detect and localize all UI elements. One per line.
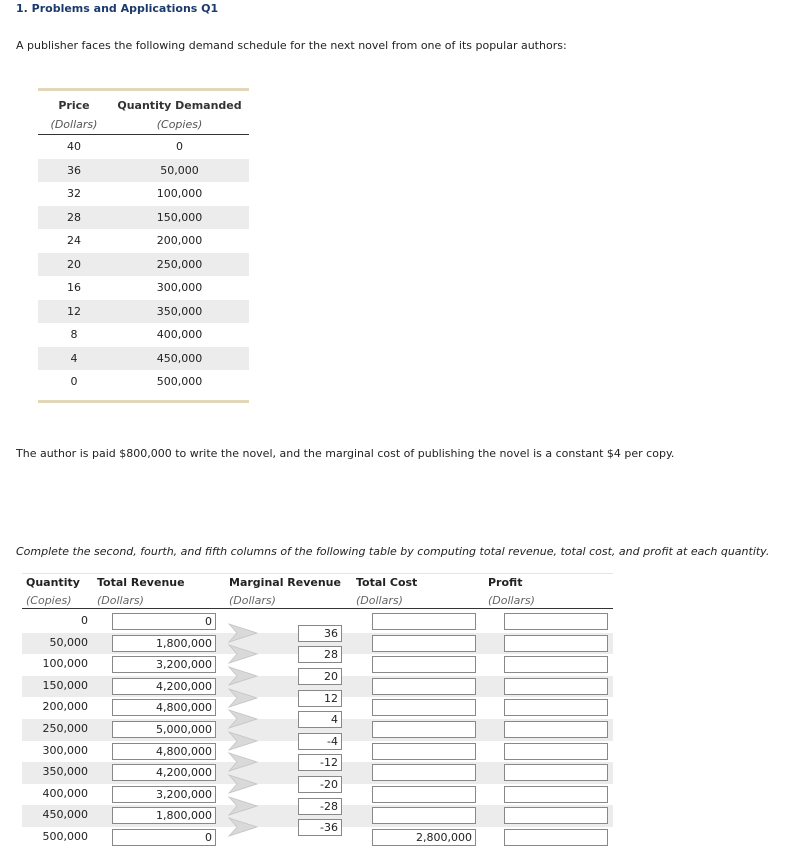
quantity-header: Quantity: [26, 576, 80, 589]
chevron-right-icon: [227, 796, 259, 816]
quantity-cell: 400,000: [42, 786, 88, 800]
price-cell: 36: [67, 163, 81, 177]
price-cell: 28: [67, 210, 81, 224]
total-cost-input[interactable]: [372, 613, 476, 630]
table-row: [38, 135, 249, 159]
total-revenue-input[interactable]: 1,800,000: [112, 807, 216, 824]
question-title: 1. Problems and Applications Q1: [16, 2, 219, 15]
quantity-cell: 450,000: [42, 808, 88, 822]
table-row: [38, 229, 249, 253]
total-revenue-header: Total Revenue: [97, 576, 185, 589]
quantity-cell: 350,000: [156, 304, 203, 318]
chevron-right-icon: [227, 666, 259, 686]
table-bottom-rule: [38, 400, 249, 403]
chevron-right-icon: [227, 752, 259, 772]
table-row: [38, 370, 249, 394]
quantity-cell: 200,000: [42, 700, 88, 714]
total-cost-header: Total Cost: [356, 576, 418, 589]
table-row: [38, 300, 249, 324]
total-revenue-input[interactable]: 1,800,000: [112, 635, 216, 652]
intro-text: A publisher faces the following demand schedule for the next novel from one of its popular authors:: [16, 39, 567, 52]
table-row: [38, 347, 249, 371]
table-top-rule: [22, 573, 613, 574]
marginal-revenue-input[interactable]: -28: [298, 798, 342, 815]
price-header: Price: [58, 99, 90, 112]
demand-rows: [38, 135, 249, 394]
profit-input[interactable]: [504, 721, 608, 738]
quantity-cell: 200,000: [156, 234, 203, 248]
quantity-cell: 50,000: [49, 635, 88, 649]
profit-input[interactable]: [504, 743, 608, 760]
marginal-revenue-input[interactable]: 12: [298, 690, 342, 707]
marginal-revenue-input[interactable]: -4: [298, 733, 342, 750]
price-cell: 24: [67, 234, 81, 248]
profit-input[interactable]: [504, 678, 608, 695]
total-cost-input[interactable]: [372, 764, 476, 781]
quantity-cell: 300,000: [156, 281, 203, 295]
quantity-cell: 300,000: [42, 743, 88, 757]
chevron-right-icon: [227, 731, 259, 751]
profit-input[interactable]: [504, 764, 608, 781]
table-row: [38, 206, 249, 230]
quantity-cell: 450,000: [156, 351, 203, 365]
quantity-cell: 50,000: [160, 163, 199, 177]
chevron-right-icon: [227, 688, 259, 708]
price-cell: 4: [70, 351, 78, 365]
total-revenue-input[interactable]: 0: [112, 829, 216, 846]
price-cell: 12: [67, 304, 81, 318]
marginal-revenue-input[interactable]: 4: [298, 711, 342, 728]
chevron-right-icon: [227, 623, 259, 643]
total-cost-input[interactable]: [372, 721, 476, 738]
quantity-cell: 250,000: [156, 257, 203, 271]
revenue-cost-table: [22, 573, 613, 852]
profit-input[interactable]: [504, 699, 608, 716]
total-cost-input[interactable]: [372, 786, 476, 803]
chevron-right-icon: [227, 774, 259, 794]
total-cost-input[interactable]: [372, 678, 476, 695]
total-revenue-input[interactable]: 3,200,000: [112, 656, 216, 673]
profit-input[interactable]: [504, 656, 608, 673]
table-top-rule: [38, 88, 249, 91]
total-revenue-input[interactable]: 4,800,000: [112, 743, 216, 760]
price-cell: 20: [67, 257, 81, 271]
profit-unit: (Dollars): [488, 594, 535, 607]
total-revenue-unit: (Dollars): [97, 594, 144, 607]
profit-input[interactable]: [504, 635, 608, 652]
total-cost-input[interactable]: [372, 656, 476, 673]
total-cost-input[interactable]: [372, 699, 476, 716]
price-cell: 8: [70, 328, 78, 342]
quantity-cell: 100,000: [156, 187, 203, 201]
total-cost-input[interactable]: 2,800,000: [372, 829, 476, 846]
total-cost-input[interactable]: [372, 743, 476, 760]
instruction-text: Complete the second, fourth, and fifth columns of the following table by computing total revenue, total cost, and profit at each quantity.: [16, 545, 770, 558]
marginal-revenue-input[interactable]: -12: [298, 754, 342, 771]
marginal-revenue-unit: (Dollars): [229, 594, 276, 607]
table-row: [38, 182, 249, 206]
quantity-demanded-header: Quantity Demanded: [117, 99, 242, 112]
total-revenue-input[interactable]: 3,200,000: [112, 786, 216, 803]
profit-input[interactable]: [504, 786, 608, 803]
quantity-cell: 150,000: [42, 678, 88, 692]
quantity-cell: 500,000: [156, 375, 203, 389]
quantity-cell: 0: [81, 614, 88, 627]
quantity-cell: 150,000: [156, 210, 203, 224]
table-row: [38, 323, 249, 347]
total-revenue-input[interactable]: 0: [112, 613, 216, 630]
price-cell: 0: [70, 375, 78, 389]
quantity-cell: 400,000: [156, 328, 203, 342]
price-unit: (Dollars): [50, 118, 98, 131]
table-row: [38, 159, 249, 183]
profit-input[interactable]: [504, 829, 608, 846]
price-cell: 40: [67, 140, 81, 154]
total-revenue-input[interactable]: 4,200,000: [112, 678, 216, 695]
chevron-right-icon: [227, 817, 259, 837]
quantity-unit: (Copies): [156, 118, 203, 131]
marginal-revenue-header: Marginal Revenue: [229, 576, 341, 589]
quantity-cell: 350,000: [42, 765, 88, 779]
table-row: [38, 253, 249, 277]
marginal-revenue-input[interactable]: 28: [298, 646, 342, 663]
quantity-cell: 500,000: [42, 830, 88, 843]
cost-note: The author is paid $800,000 to write the novel, and the marginal cost of publishing the novel is a constant $4 per copy.: [16, 447, 675, 460]
marginal-revenue-input[interactable]: -36: [298, 819, 342, 836]
chevron-right-icon: [227, 644, 259, 664]
price-cell: 32: [67, 187, 81, 201]
table-row: [38, 276, 249, 300]
marginal-revenue-input[interactable]: 20: [298, 668, 342, 685]
total-cost-input[interactable]: [372, 635, 476, 652]
quantity-cell: 250,000: [42, 722, 88, 735]
price-cell: 16: [67, 281, 81, 295]
quantity-cell: 0: [176, 140, 183, 154]
total-revenue-input[interactable]: 4,800,000: [112, 699, 216, 716]
marginal-revenue-input[interactable]: 36: [298, 625, 342, 642]
quantity-cell: 100,000: [42, 657, 88, 671]
total-revenue-input[interactable]: 4,200,000: [112, 764, 216, 781]
marginal-revenue-input[interactable]: -20: [298, 776, 342, 793]
profit-input[interactable]: [504, 613, 608, 630]
header-rule: [22, 608, 613, 609]
profit-header: Profit: [488, 576, 523, 589]
total-cost-unit: (Dollars): [356, 594, 403, 607]
total-cost-input[interactable]: [372, 807, 476, 824]
profit-input[interactable]: [504, 807, 608, 824]
demand-schedule-table: [38, 88, 249, 403]
chevron-right-icon: [227, 709, 259, 729]
total-revenue-input[interactable]: 5,000,000: [112, 721, 216, 738]
quantity-unit: (Copies): [26, 594, 72, 607]
